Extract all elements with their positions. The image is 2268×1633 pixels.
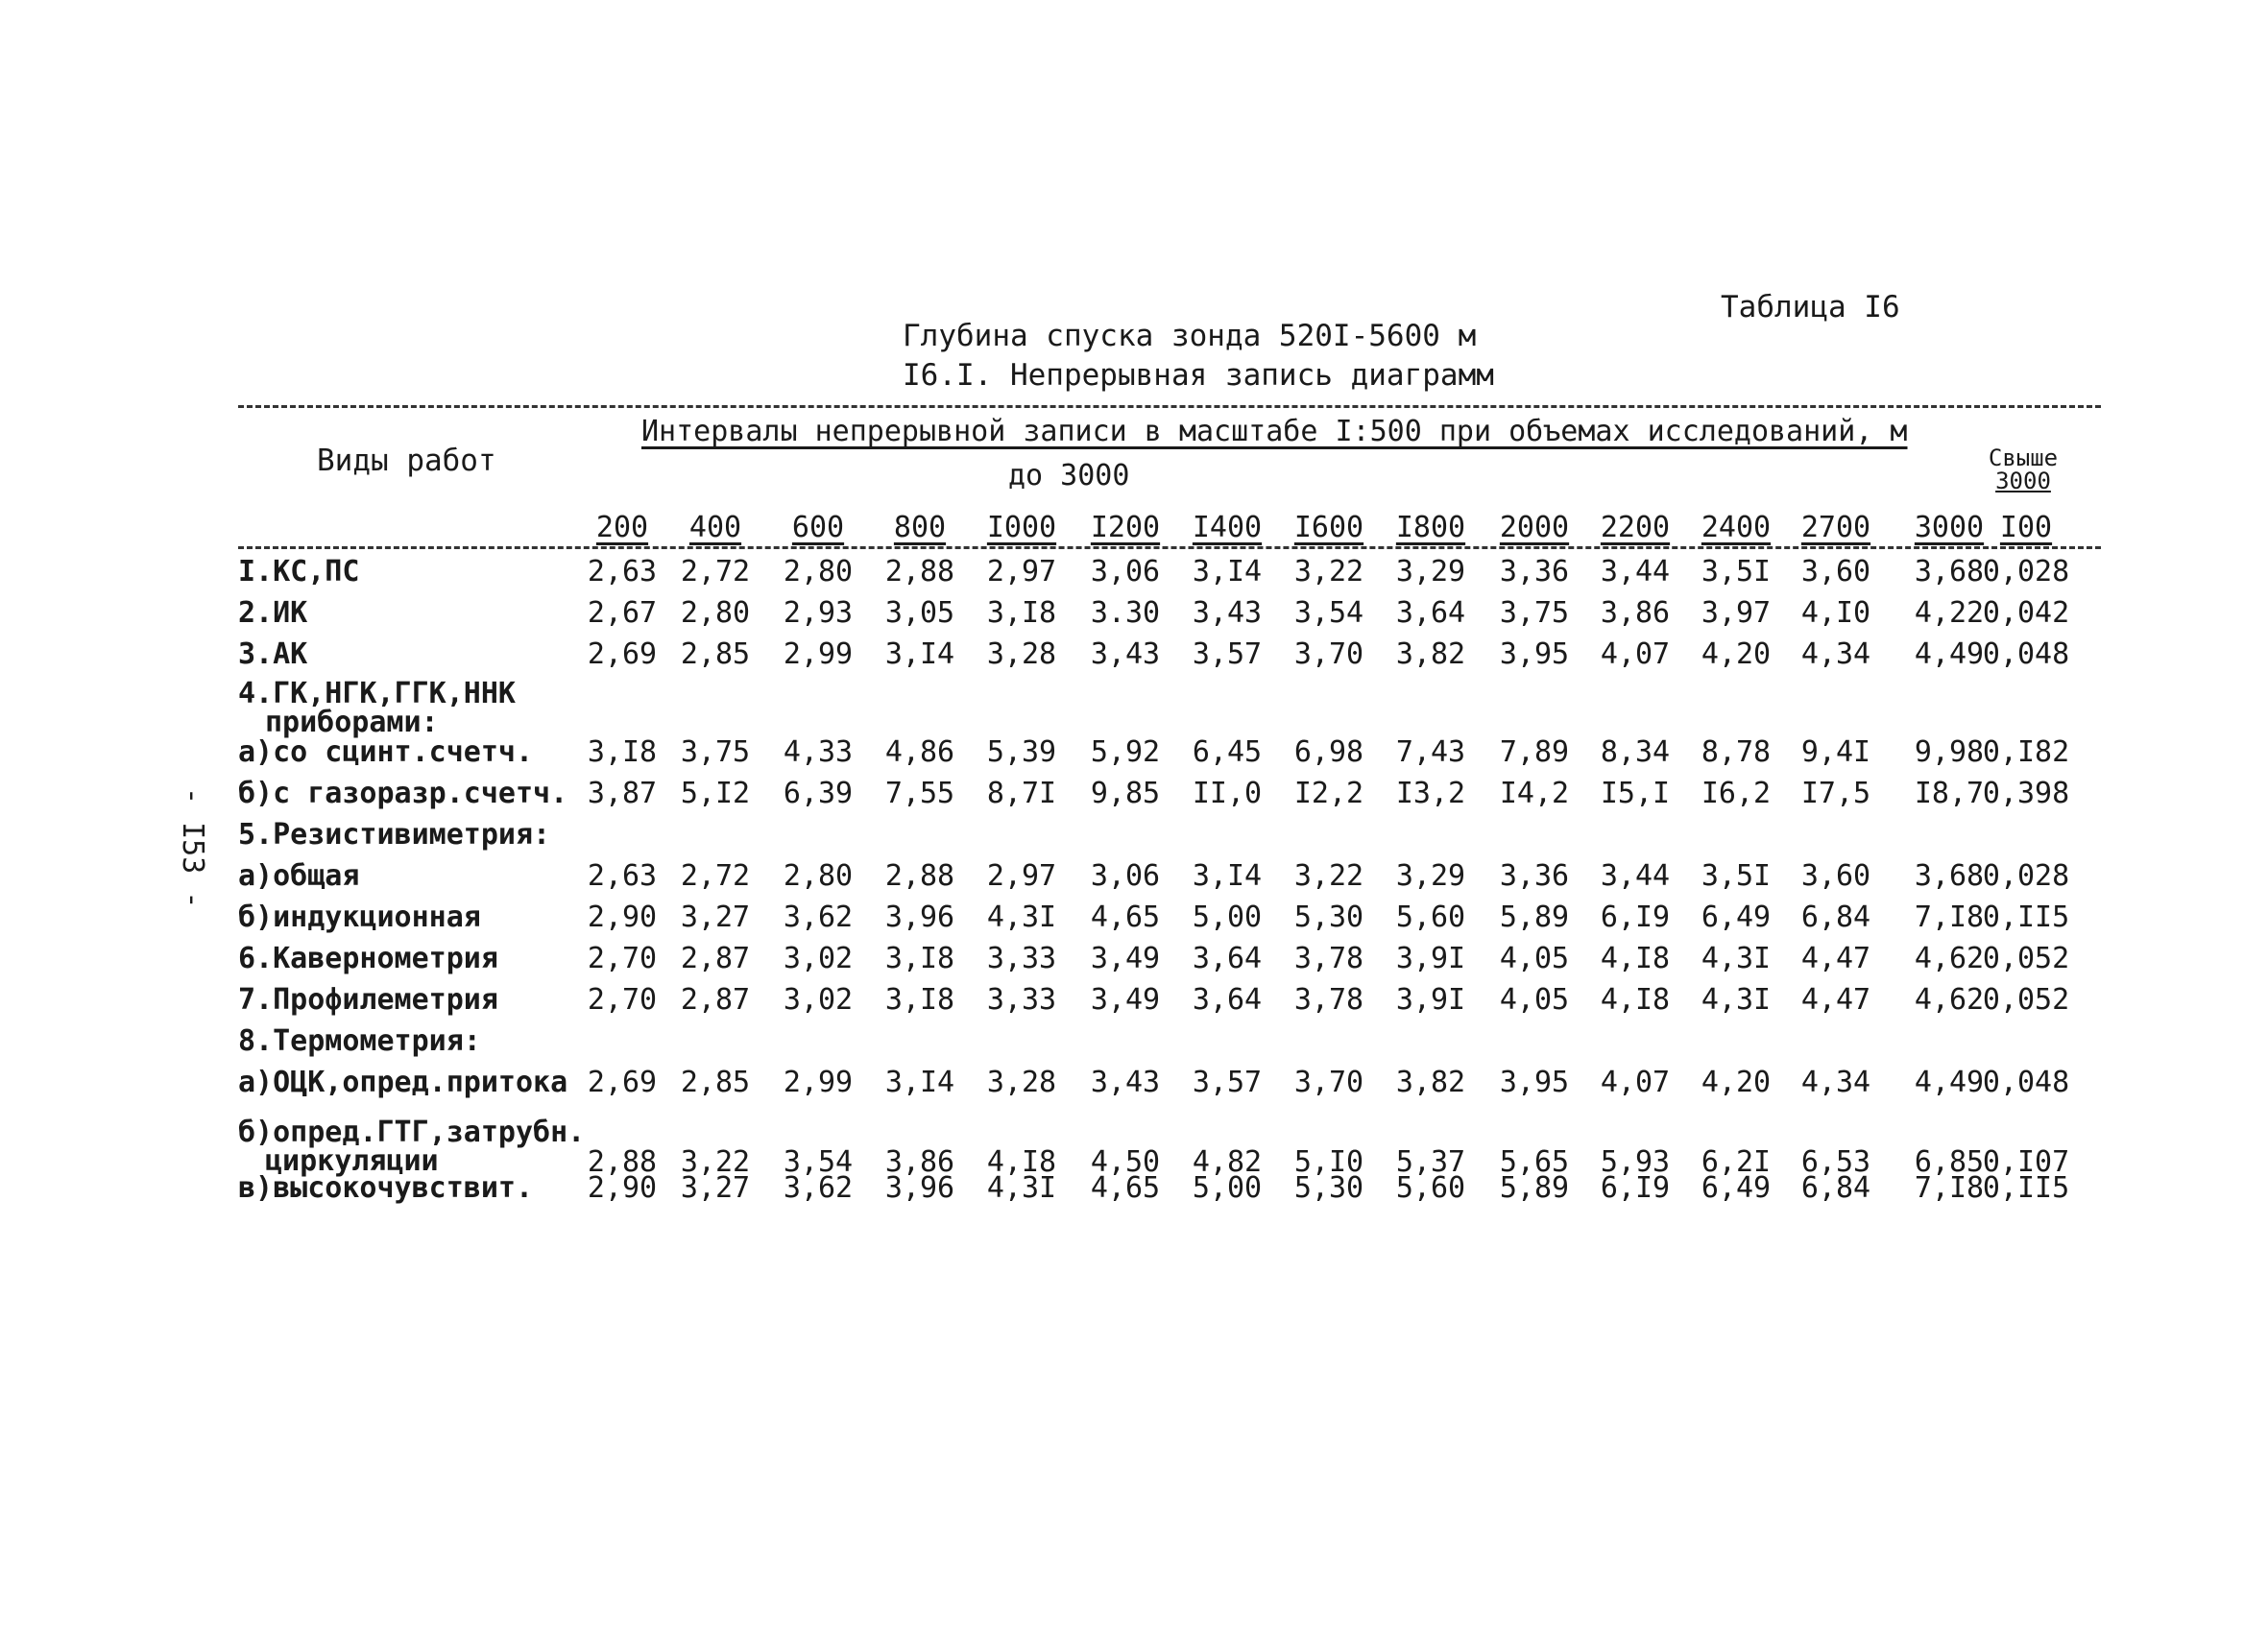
table-cell: 3,95 (1499, 637, 1570, 671)
table-cell: 4,I8 (986, 1145, 1057, 1179)
table-cell: 5,I0 (1293, 1145, 1364, 1179)
table-cell: 3,75 (1499, 596, 1570, 630)
table-cell: 2,88 (884, 859, 955, 893)
table-cell: 3,64 (1192, 942, 1263, 975)
table-cell: 3,06 (1090, 555, 1161, 588)
table-cell: 3,02 (783, 942, 854, 975)
table-cell: 5,37 (1395, 1145, 1466, 1179)
table-cell: 2,87 (680, 942, 751, 975)
table-subtitle: I6.I. Непрерывная запись диаграмм (903, 358, 1494, 393)
table-cell: 2,69 (587, 1066, 658, 1099)
table-cell: 3,68 (1914, 859, 1985, 893)
table-cell: 0,042 (1982, 596, 2070, 630)
table-cell: 3,97 (1701, 596, 1772, 630)
table-cell: 3,49 (1090, 942, 1161, 975)
row-label-line: 2.ИК (238, 596, 308, 630)
table-cell: 3,5I (1701, 555, 1772, 588)
row-label-line: 8.Термометрия: (238, 1024, 481, 1058)
table-cell: 3,87 (587, 777, 658, 810)
table-cell: 2,99 (783, 637, 854, 671)
table-cell: 3,64 (1395, 596, 1466, 630)
table-cell: 6,I9 (1600, 901, 1671, 934)
table-cell: 6,39 (783, 777, 854, 810)
table-cell: 3,I4 (1192, 859, 1263, 893)
table-cell: 3,I4 (884, 1066, 955, 1099)
table-cell: 4,86 (884, 735, 955, 769)
table-cell: 3,57 (1192, 1066, 1263, 1099)
table-cell: 3,22 (1293, 555, 1364, 588)
table-cell: 4,3I (1701, 942, 1772, 975)
table-cell: 5,60 (1395, 1171, 1466, 1205)
table-cell: 4,22 (1914, 596, 1985, 630)
table-cell: 4,62 (1914, 983, 1985, 1017)
table-cell: 4,62 (1914, 942, 1985, 975)
table-cell: 2,80 (680, 596, 751, 630)
table-cell: 0,II5 (1982, 1171, 2070, 1205)
table-cell: 2,88 (587, 1145, 658, 1179)
table-cell: 3,I8 (884, 983, 955, 1017)
table-cell: 7,89 (1499, 735, 1570, 769)
row-label-line: а)ОЦК,опред.притока (238, 1066, 568, 1099)
column-header: I000 (986, 511, 1057, 544)
table-cell: 6,49 (1701, 1171, 1772, 1205)
table-cell: 3,78 (1293, 942, 1364, 975)
column-header: 600 (791, 511, 845, 544)
table-cell: 3,22 (1293, 859, 1364, 893)
table-cell: 0,048 (1982, 637, 2070, 671)
row-label (238, 555, 359, 588)
table-cell: 5,65 (1499, 1145, 1570, 1179)
table-cell: 2,90 (587, 1171, 658, 1205)
table-cell: 4,3I (1701, 983, 1772, 1017)
table-cell: 3,I8 (884, 942, 955, 975)
column-header: 2200 (1600, 511, 1671, 544)
table-cell: 3,82 (1395, 1066, 1466, 1099)
row-label (238, 818, 550, 852)
table-cell: I4,2 (1499, 777, 1570, 810)
table-cell: 2,97 (986, 859, 1057, 893)
table-cell: 9,85 (1090, 777, 1161, 810)
table-cell: 4,I8 (1600, 983, 1671, 1017)
table-cell: 4,20 (1701, 1066, 1772, 1099)
table-cell: 6,49 (1701, 901, 1772, 934)
table-cell: 7,55 (884, 777, 955, 810)
row-label (238, 901, 481, 934)
table-cell: 2,85 (680, 1066, 751, 1099)
row-label (238, 677, 516, 739)
column-header: 200 (595, 511, 649, 544)
table-cell: I7,5 (1800, 777, 1871, 810)
row-label-line: б)опред.ГТГ,затрубн. (238, 1116, 586, 1149)
table-cell: 3,9I (1395, 983, 1466, 1017)
table-cell: I3,2 (1395, 777, 1466, 810)
table-cell: 8,78 (1701, 735, 1772, 769)
table-cell: 3,78 (1293, 983, 1364, 1017)
table-cell: 3,86 (1600, 596, 1671, 630)
table-cell: 0,028 (1982, 555, 2070, 588)
table-cell: 0,052 (1982, 942, 2070, 975)
table-cell: 3,43 (1090, 637, 1161, 671)
row-label-line: б)индукционная (238, 901, 481, 934)
over-line1: Свыше (1988, 444, 2059, 471)
table-cell: 3,5I (1701, 859, 1772, 893)
table-cell: 3,44 (1600, 555, 1671, 588)
table-cell: I5,I (1600, 777, 1671, 810)
row-label-line: 4.ГК,НГК,ГГК,ННК (238, 677, 516, 710)
table-cell: 4,I0 (1800, 596, 1871, 630)
table-cell: 6,85 (1914, 1145, 1985, 1179)
table-cell: 5,00 (1192, 1171, 1263, 1205)
up-to-caption: до 3000 (1008, 459, 1130, 492)
page-number: - I53 - (176, 787, 209, 909)
table-cell: 3,96 (884, 1171, 955, 1205)
table-cell: 3,I4 (1192, 555, 1263, 588)
table-cell: 2,70 (587, 942, 658, 975)
table-cell: 3,70 (1293, 637, 1364, 671)
table-cell: 3,36 (1499, 555, 1570, 588)
column-header: I00 (1999, 511, 2053, 544)
table-cell: 3,86 (884, 1145, 955, 1179)
table-cell: 3,28 (986, 1066, 1057, 1099)
column-header: I600 (1293, 511, 1364, 544)
table-label: Таблица I6 (1721, 290, 1900, 324)
column-header: I800 (1395, 511, 1466, 544)
table-cell: 6,45 (1192, 735, 1263, 769)
table-cell: 4,20 (1701, 637, 1772, 671)
table-cell: 3,9I (1395, 942, 1466, 975)
table-cell: 3,54 (1293, 596, 1364, 630)
table-cell: 8,34 (1600, 735, 1671, 769)
row-label-line: 7.Профилеметрия (238, 983, 498, 1017)
row-label-line: в)высокочувствит. (238, 1171, 534, 1205)
row-label (238, 1066, 567, 1099)
table-cell: 4,50 (1090, 1145, 1161, 1179)
table-cell: 3.30 (1090, 596, 1161, 630)
table-cell: 7,I8 (1914, 901, 1985, 934)
table-cell: 4,49 (1914, 637, 1985, 671)
table-cell: 3,62 (783, 1171, 854, 1205)
table-cell: 3,70 (1293, 1066, 1364, 1099)
row-label-line: приборами: (265, 706, 439, 739)
row-label-line: циркуляции (265, 1144, 439, 1178)
column-header: 2700 (1800, 511, 1871, 544)
interval-caption: Интервалы непрерывной записи в масштабе I:500 при объемах исследований, м (641, 415, 1908, 448)
table-cell: 0,398 (1982, 777, 2070, 810)
table-cell: 4,07 (1600, 637, 1671, 671)
table-cell: 4,33 (783, 735, 854, 769)
table-cell: 3,I8 (587, 735, 658, 769)
table-cell: 6,2I (1701, 1145, 1772, 1179)
table-cell: 5,93 (1600, 1145, 1671, 1179)
table-cell: 0,048 (1982, 1066, 2070, 1099)
row-label (238, 859, 359, 893)
row-label-line: б)с газоразр.счетч. (238, 777, 568, 810)
table-cell: 4,65 (1090, 1171, 1161, 1205)
row-label (238, 777, 567, 810)
header-rule-top (238, 405, 2101, 408)
table-cell: 4,47 (1800, 942, 1871, 975)
over-line2: 3000 (1995, 468, 2051, 494)
table-cell: 3,27 (680, 901, 751, 934)
table-cell: 3,82 (1395, 637, 1466, 671)
table-cell: I8,7 (1914, 777, 1985, 810)
row-label (238, 983, 498, 1017)
table-cell: 3,28 (986, 637, 1057, 671)
table-cell: 4,47 (1800, 983, 1871, 1017)
table-cell: 3,02 (783, 983, 854, 1017)
table-cell: 5,I2 (680, 777, 751, 810)
table-cell: I2,2 (1293, 777, 1364, 810)
table-cell: 2,69 (587, 637, 658, 671)
table-cell: 0,I07 (1982, 1145, 2070, 1179)
table-cell: 2,99 (783, 1066, 854, 1099)
row-label (238, 637, 307, 671)
table-cell: 3,64 (1192, 983, 1263, 1017)
table-cell: 3,29 (1395, 555, 1466, 588)
table-cell: 3,57 (1192, 637, 1263, 671)
work-types-header: Виды работ (317, 444, 496, 478)
row-label-line: 5.Резистивиметрия: (238, 818, 551, 852)
table-cell: 4,3I (986, 1171, 1057, 1205)
table-cell: 5,39 (986, 735, 1057, 769)
row-label (238, 596, 307, 630)
table-cell: 8,7I (986, 777, 1057, 810)
table-cell: 6,I9 (1600, 1171, 1671, 1205)
table-cell: 2,72 (680, 555, 751, 588)
row-label-line: 6.Кавернометрия (238, 942, 498, 975)
table-cell: 0,II5 (1982, 901, 2070, 934)
header-rule-bottom (238, 546, 2101, 549)
table-cell: 0,052 (1982, 983, 2070, 1017)
table-cell: 4,34 (1800, 637, 1871, 671)
table-cell: 2,67 (587, 596, 658, 630)
column-header: 800 (893, 511, 947, 544)
table-cell: 2,63 (587, 859, 658, 893)
row-label (238, 1118, 585, 1176)
table-cell: 5,92 (1090, 735, 1161, 769)
table-cell: 3,60 (1800, 859, 1871, 893)
table-cell: 4,07 (1600, 1066, 1671, 1099)
table-cell: 3,95 (1499, 1066, 1570, 1099)
table-cell: 5,30 (1293, 1171, 1364, 1205)
table-cell: 2,88 (884, 555, 955, 588)
table-cell: 4,3I (986, 901, 1057, 934)
table-cell: 2,85 (680, 637, 751, 671)
table-cell: 2,87 (680, 983, 751, 1017)
table-cell: 4,65 (1090, 901, 1161, 934)
table-cell: 7,I8 (1914, 1171, 1985, 1205)
row-label-line: I.КС,ПС (238, 555, 360, 588)
column-header: I200 (1090, 511, 1161, 544)
table-cell: 3,05 (884, 596, 955, 630)
table-cell: 5,60 (1395, 901, 1466, 934)
table-cell: 3,06 (1090, 859, 1161, 893)
table-cell: 5,89 (1499, 1171, 1570, 1205)
table-cell: 5,89 (1499, 901, 1570, 934)
table-cell: 2,63 (587, 555, 658, 588)
table-cell: 7,43 (1395, 735, 1466, 769)
table-cell: 3,60 (1800, 555, 1871, 588)
table-cell: 6,84 (1800, 901, 1871, 934)
table-cell: 3,I4 (884, 637, 955, 671)
row-label (238, 1024, 481, 1058)
table-cell: 2,80 (783, 555, 854, 588)
column-header: 2000 (1499, 511, 1570, 544)
table-cell: 2,93 (783, 596, 854, 630)
table-cell: 3,96 (884, 901, 955, 934)
table-cell: 4,05 (1499, 983, 1570, 1017)
row-label-line: 3.АК (238, 637, 308, 671)
table-cell: 3,33 (986, 942, 1057, 975)
table-cell: 6,84 (1800, 1171, 1871, 1205)
column-header: 400 (688, 511, 742, 544)
table-cell: 3,49 (1090, 983, 1161, 1017)
table-cell: 0,028 (1982, 859, 2070, 893)
over-3000-header (1970, 446, 2076, 492)
table-cell: 3,29 (1395, 859, 1466, 893)
column-header: 3000 (1914, 511, 1985, 544)
table-cell: 3,75 (680, 735, 751, 769)
row-label (238, 942, 498, 975)
table-cell: 3,22 (680, 1145, 751, 1179)
row-label-line: а)общая (238, 859, 360, 893)
table-cell: 3,54 (783, 1145, 854, 1179)
column-header: 2400 (1701, 511, 1772, 544)
table-cell: 2,70 (587, 983, 658, 1017)
table-cell: 2,72 (680, 859, 751, 893)
row-label (238, 1171, 533, 1205)
table-cell: 3,27 (680, 1171, 751, 1205)
table-cell: 3,I8 (986, 596, 1057, 630)
table-cell: 6,98 (1293, 735, 1364, 769)
table-cell: 0,I82 (1982, 735, 2070, 769)
table-cell: 5,00 (1192, 901, 1263, 934)
table-cell: I6,2 (1701, 777, 1772, 810)
table-cell: 4,34 (1800, 1066, 1871, 1099)
table-cell: 3,33 (986, 983, 1057, 1017)
table-cell: 3,68 (1914, 555, 1985, 588)
row-label (238, 735, 533, 769)
table-title: Глубина спуска зонда 520I-5600 м (903, 319, 1477, 353)
table-cell: 4,05 (1499, 942, 1570, 975)
table-cell: 3,44 (1600, 859, 1671, 893)
table-cell: 4,I8 (1600, 942, 1671, 975)
table-cell: 5,30 (1293, 901, 1364, 934)
table-cell: 3,43 (1192, 596, 1263, 630)
table-cell: II,0 (1192, 777, 1263, 810)
table-cell: 3,43 (1090, 1066, 1161, 1099)
table-cell: 4,82 (1192, 1145, 1263, 1179)
table-cell: 9,4I (1800, 735, 1871, 769)
table-cell: 3,36 (1499, 859, 1570, 893)
table-cell: 9,98 (1914, 735, 1985, 769)
table-cell: 6,53 (1800, 1145, 1871, 1179)
table-cell: 2,80 (783, 859, 854, 893)
row-label-line: а)со сцинт.счетч. (238, 735, 534, 769)
table-cell: 4,49 (1914, 1066, 1985, 1099)
table-cell: 3,62 (783, 901, 854, 934)
column-header: I400 (1192, 511, 1263, 544)
table-cell: 2,97 (986, 555, 1057, 588)
table-cell: 2,90 (587, 901, 658, 934)
